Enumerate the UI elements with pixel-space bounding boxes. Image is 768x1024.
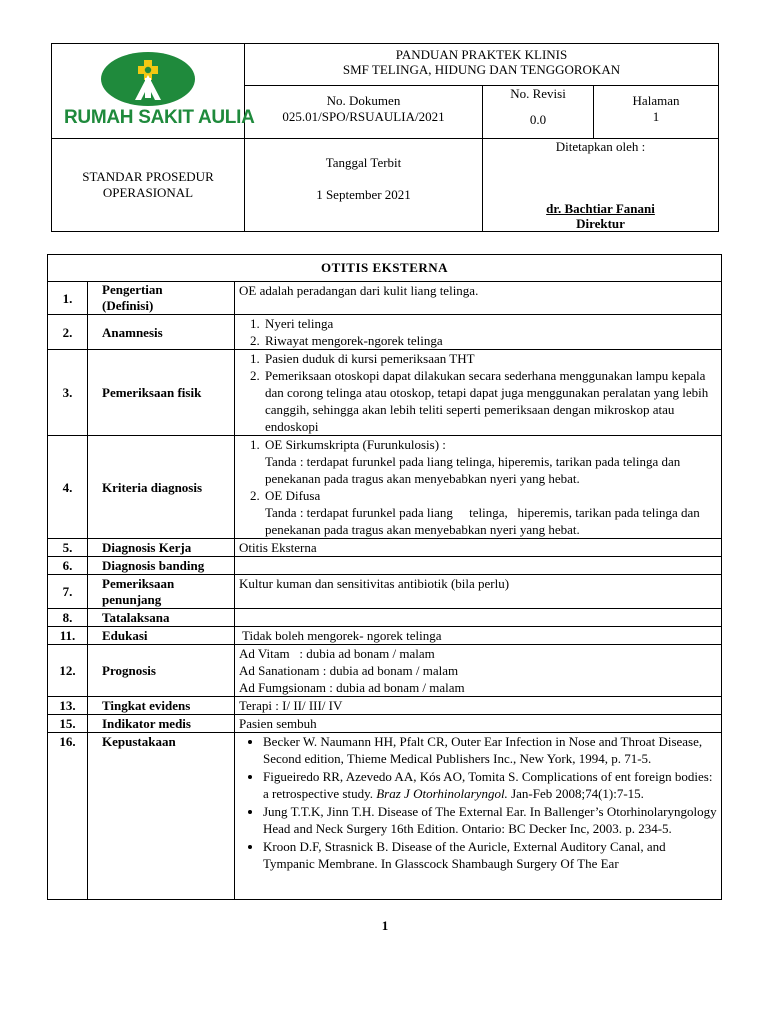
row-content: Otitis Eksterna (235, 539, 722, 557)
revision-value: 0.0 (529, 112, 547, 127)
row-content (235, 733, 722, 900)
reference-item: • Becker W. Naumann HH, Pfalt CR, Outer Ear Infection in Nose and Throat Disease, Second edition, Thieme Medical Publishers Inc., New York, 1994, p. 71-5. (263, 733, 717, 767)
page-label: Halaman (632, 93, 680, 108)
revision-label: No. Revisi (510, 86, 566, 101)
page-cell (594, 86, 719, 139)
criteria-text: Tanda : terdapat furunkel pada liang telinga, hiperemis, tarikan pada telinga dan penekanan pada tragus akan menyebabkan nyeri yang hebat. (265, 454, 681, 486)
approved-by-label: Ditetapkan oleh : (555, 139, 646, 154)
row-number: 15. (48, 715, 88, 733)
page-value: 1 (652, 109, 660, 124)
sop-line1: STANDAR PROSEDUR (82, 169, 214, 184)
table-row (48, 436, 722, 539)
doc-number-label: No. Dokumen (326, 93, 401, 108)
row-label-line2: (Definisi) (102, 298, 154, 313)
row-label: Anamnesis (88, 315, 235, 350)
row-label: Kriteria diagnosis (88, 436, 235, 539)
prognosis-line: Ad Vitam : dubia ad bonam / malam (239, 646, 435, 661)
row-label-line1: Pengertian (102, 282, 163, 297)
list-item: 1. Nyeri telinga (263, 315, 717, 332)
criteria-title: 2. OE Difusa (265, 488, 321, 503)
reference-item: • Kroon D.F, Strasnick B. Disease of the Auricle, External Auditory Canal, and Tympanic Membrane. In Glasscock Shambaugh Surgery Of The Ear (263, 838, 717, 872)
row-number: 13. (48, 697, 88, 715)
list-item: 2. Pemeriksaan otoskopi dapat dilakukan secara sederhana menggunakan lampu kepala dan corong telinga atau otoskop, tetapi dapat juga menggunakan peralatan yang lebih canggih, sehingga akan lebih teliti seperti pemeriksaan dengan mikroskop atau endoskopi (263, 367, 717, 435)
row-number: 6. (48, 557, 88, 575)
clinical-guide-table (47, 254, 722, 900)
table-row (48, 315, 722, 350)
table-row (48, 645, 722, 697)
row-label: Diagnosis banding (88, 557, 235, 575)
row-label: Edukasi (88, 627, 235, 645)
table-row (48, 282, 722, 315)
row-content (235, 315, 722, 350)
approver-role: Direktur (576, 216, 625, 231)
row-label: Prognosis (88, 645, 235, 697)
row-number: 16. (48, 733, 88, 900)
row-label: Tatalaksana (88, 609, 235, 627)
row-number: 5. (48, 539, 88, 557)
row-content (235, 350, 722, 436)
guide-title-line1: PANDUAN PRAKTEK KLINIS (395, 47, 568, 62)
row-number: 3. (48, 350, 88, 436)
hospital-logo-cell (52, 44, 255, 139)
list-item (263, 436, 717, 487)
row-label: Diagnosis Kerja (88, 539, 235, 557)
row-number: 4. (48, 436, 88, 539)
row-content: Kultur kuman dan sensitivitas antibiotik (bila perlu) (235, 575, 722, 609)
table-row (48, 350, 722, 436)
document-header (51, 43, 719, 232)
table-row (48, 715, 722, 733)
row-label: Pemeriksaan fisik (88, 350, 235, 436)
criteria-title: 1. OE Sirkumskripta (Furunkulosis) : (265, 437, 446, 452)
row-number: 8. (48, 609, 88, 627)
row-label-line2: penunjang (102, 591, 162, 607)
guide-title-line2: SMF TELINGA, HIDUNG DAN TENGGOROKAN (342, 62, 621, 77)
issue-date-cell (245, 139, 483, 232)
row-content: Tidak boleh mengorek- ngorek telinga (235, 627, 722, 645)
sop-line2: OPERASIONAL (102, 185, 194, 200)
row-number: 2. (48, 315, 88, 350)
row-content: Pasien sembuh (235, 715, 722, 733)
row-content (235, 645, 722, 697)
row-label (88, 282, 235, 315)
reference-text: Figueiredo RR, Azevedo AA, Kós AO, Tomita S. Complications of ent foreign bodies: a retrospective study. (263, 769, 713, 801)
doc-number-value: 025.01/SPO/RSUAULIA/2021 (282, 109, 445, 124)
row-number: 12. (48, 645, 88, 697)
reference-journal: Braz J Otorhinolaryngol. (376, 786, 508, 801)
row-number: 7. (48, 575, 88, 609)
table-row (48, 609, 722, 627)
reference-item: • Jung T.T.K, Jinn T.H. Disease of The External Ear. In Ballenger’s Otorhinolaryngology Head and Neck Surgery 16th Edition. Ontario: BC Decker Inc, 2003. p. 234-5. (263, 803, 717, 837)
list-item (263, 487, 717, 538)
row-content (235, 557, 722, 575)
revision-cell (483, 86, 594, 139)
reference-text: Jan-Feb 2008;74(1):7-15. (507, 786, 644, 801)
row-content: Terapi : I/ II/ III/ IV (235, 697, 722, 715)
prognosis-line: Ad Fumgsionam : dubia ad bonam / malam (239, 680, 465, 695)
hospital-name: RUMAH SAKIT AULIA (64, 107, 255, 128)
row-content: OE adalah peradangan dari kulit liang telinga. (235, 282, 722, 315)
table-row (48, 627, 722, 645)
table-row (48, 557, 722, 575)
page-number: 1 (381, 918, 389, 933)
reference-item (263, 768, 717, 802)
row-content (235, 436, 722, 539)
table-title: OTITIS EKSTERNA (48, 255, 722, 282)
row-label: Kepustakaan (88, 733, 235, 900)
table-row (48, 539, 722, 557)
row-label: Tingkat evidens (88, 697, 235, 715)
row-label-line1: Pemeriksaan (102, 575, 175, 591)
row-label: Indikator medis (88, 715, 235, 733)
issue-date-value: 1 September 2021 (316, 187, 411, 202)
row-number: 1. (48, 282, 88, 315)
doc-number-cell (245, 86, 483, 139)
list-item: 1. Pasien duduk di kursi pemeriksaan THT (263, 350, 717, 367)
approver-name: dr. Bachtiar Fanani (546, 201, 655, 216)
approval-cell (483, 139, 719, 232)
list-item: 2. Riwayat mengorek-ngorek telinga (263, 332, 717, 349)
table-row (48, 575, 722, 609)
row-label (88, 575, 235, 609)
hospital-logo-icon (100, 51, 196, 107)
criteria-text: Tanda : terdapat furunkel pada liang telinga, hiperemis, tarikan pada telinga dan penekanan pada tragus akan menyebabkan nyeri yang hebat. (265, 505, 704, 537)
table-row (48, 733, 722, 900)
issue-date-label: Tanggal Terbit (325, 155, 402, 170)
row-content (235, 609, 722, 627)
row-number: 11. (48, 627, 88, 645)
guide-title-cell (245, 44, 719, 86)
table-row (48, 697, 722, 715)
prognosis-line: Ad Sanationam : dubia ad bonam / malam (239, 663, 459, 678)
sop-cell (52, 139, 245, 232)
